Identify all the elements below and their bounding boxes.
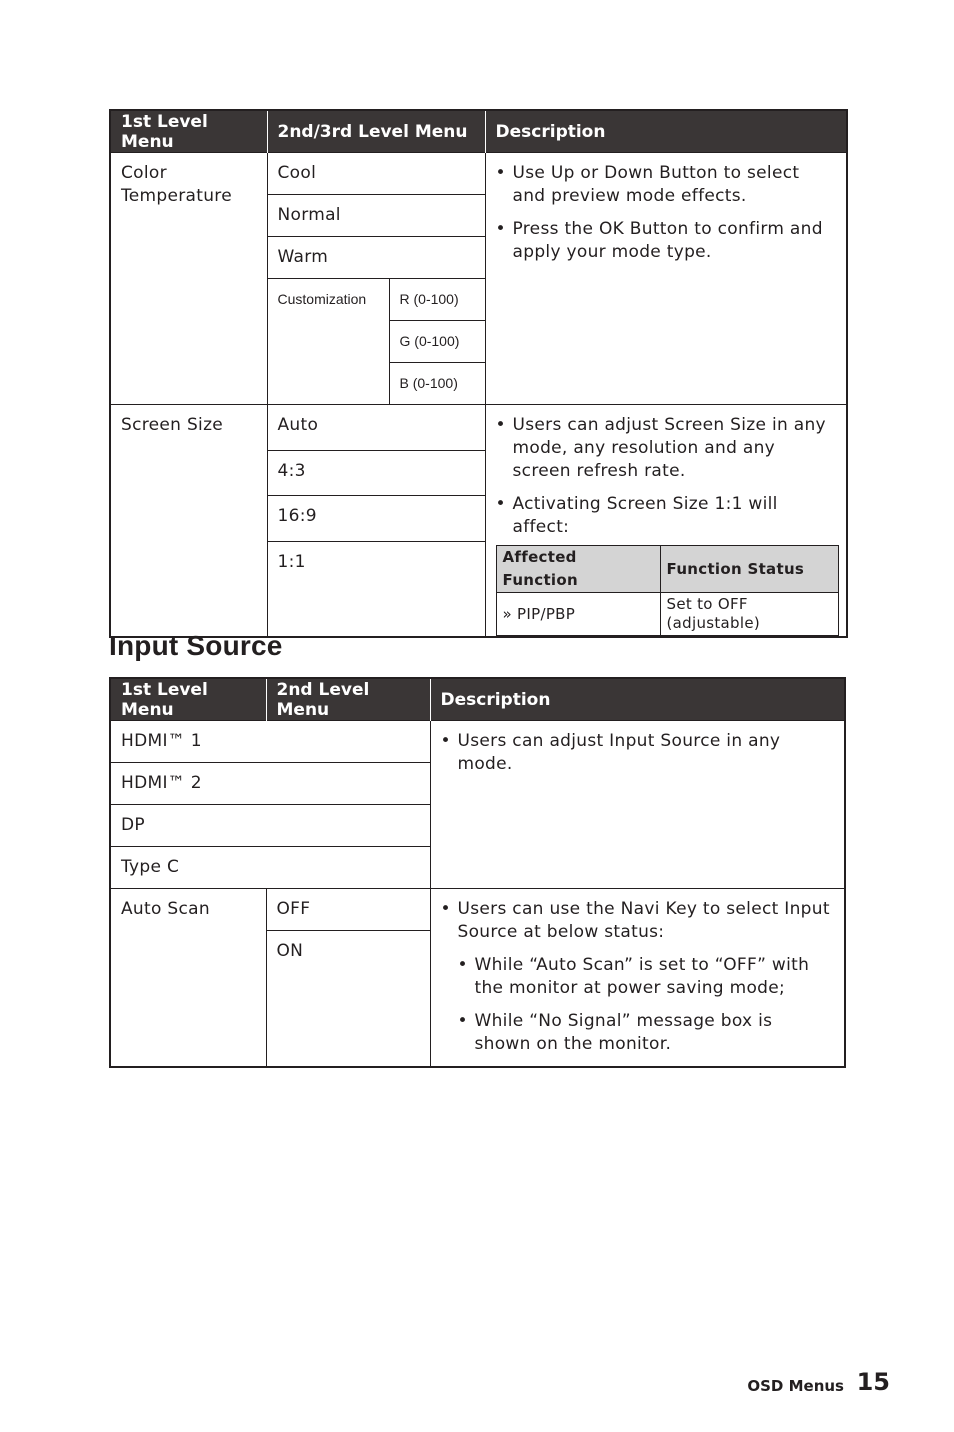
header-2nd-3rd-level: 2nd/3rd Level Menu: [267, 110, 485, 153]
option-4-3: 4:3: [267, 450, 485, 496]
input-type-c: Type C: [110, 847, 430, 889]
option-1-1: 1:1: [267, 541, 485, 637]
desc-bullet: • Users can adjust Screen Size in any mode, any resolution and any screen refresh rate.: [496, 414, 837, 483]
header-2nd-level: 2nd Level Menu: [266, 678, 430, 721]
option-b: B (0-100): [389, 363, 485, 405]
color-temperature-description: [485, 153, 847, 405]
desc-bullet: • Activating Screen Size 1:1 will affect:: [496, 493, 837, 539]
option-cool: Cool: [267, 153, 485, 195]
screen-size-description: [485, 405, 847, 638]
option-16-9: 16:9: [267, 496, 485, 542]
sub-bullet: • While “No Signal” message box is shown on the monitor.: [458, 1010, 835, 1056]
option-r: R (0-100): [389, 279, 485, 321]
option-warm: Warm: [267, 237, 485, 279]
desc-bullet: • Use Up or Down Button to select and preview mode effects.: [496, 162, 837, 208]
desc-bullet: • Press the OK Button to confirm and apply your mode type.: [496, 218, 837, 264]
footer-section-label: OSD Menus: [747, 1377, 844, 1395]
desc-bullet: [441, 898, 835, 1056]
option-off: OFF: [266, 889, 430, 931]
function-status-value: Set to OFF (adjustable): [660, 593, 838, 636]
option-auto: Auto: [267, 405, 485, 451]
color-temperature-label: Color Temperature: [110, 153, 267, 405]
sub-bullet: • While “Auto Scan” is set to “OFF” with the monitor at power saving mode;: [458, 954, 835, 1000]
input-source-table: [109, 677, 846, 1068]
header-description: Description: [430, 678, 845, 721]
desc-text: Users can use the Navi Key to select Input Source at below status:: [457, 899, 830, 942]
header-1st-level: 1st Level Menu: [110, 110, 267, 153]
auto-scan-description: [430, 889, 845, 1068]
function-status-header: Function Status: [660, 546, 838, 593]
auto-scan-label: Auto Scan: [110, 889, 266, 1068]
section-title: Input Source: [109, 630, 283, 661]
image-settings-table: [109, 109, 848, 638]
inputs-description: [430, 721, 845, 889]
screen-size-label: Screen Size: [110, 405, 267, 638]
option-on: ON: [266, 931, 430, 1068]
header-1st-level: 1st Level Menu: [110, 678, 266, 721]
input-dp: DP: [110, 805, 430, 847]
option-g: G (0-100): [389, 321, 485, 363]
option-customization: Customization: [267, 279, 389, 405]
affected-function-value: » PIP/PBP: [496, 593, 660, 636]
page-number: 15: [856, 1368, 890, 1396]
affected-function-header: Affected Function: [496, 546, 660, 593]
input-hdmi-1: HDMI™ 1: [110, 721, 430, 763]
desc-bullet: • Users can adjust Input Source in any mode.: [441, 730, 835, 776]
affected-function-table: [496, 545, 839, 636]
header-description: Description: [485, 110, 847, 153]
option-normal: Normal: [267, 195, 485, 237]
input-hdmi-2: HDMI™ 2: [110, 763, 430, 805]
